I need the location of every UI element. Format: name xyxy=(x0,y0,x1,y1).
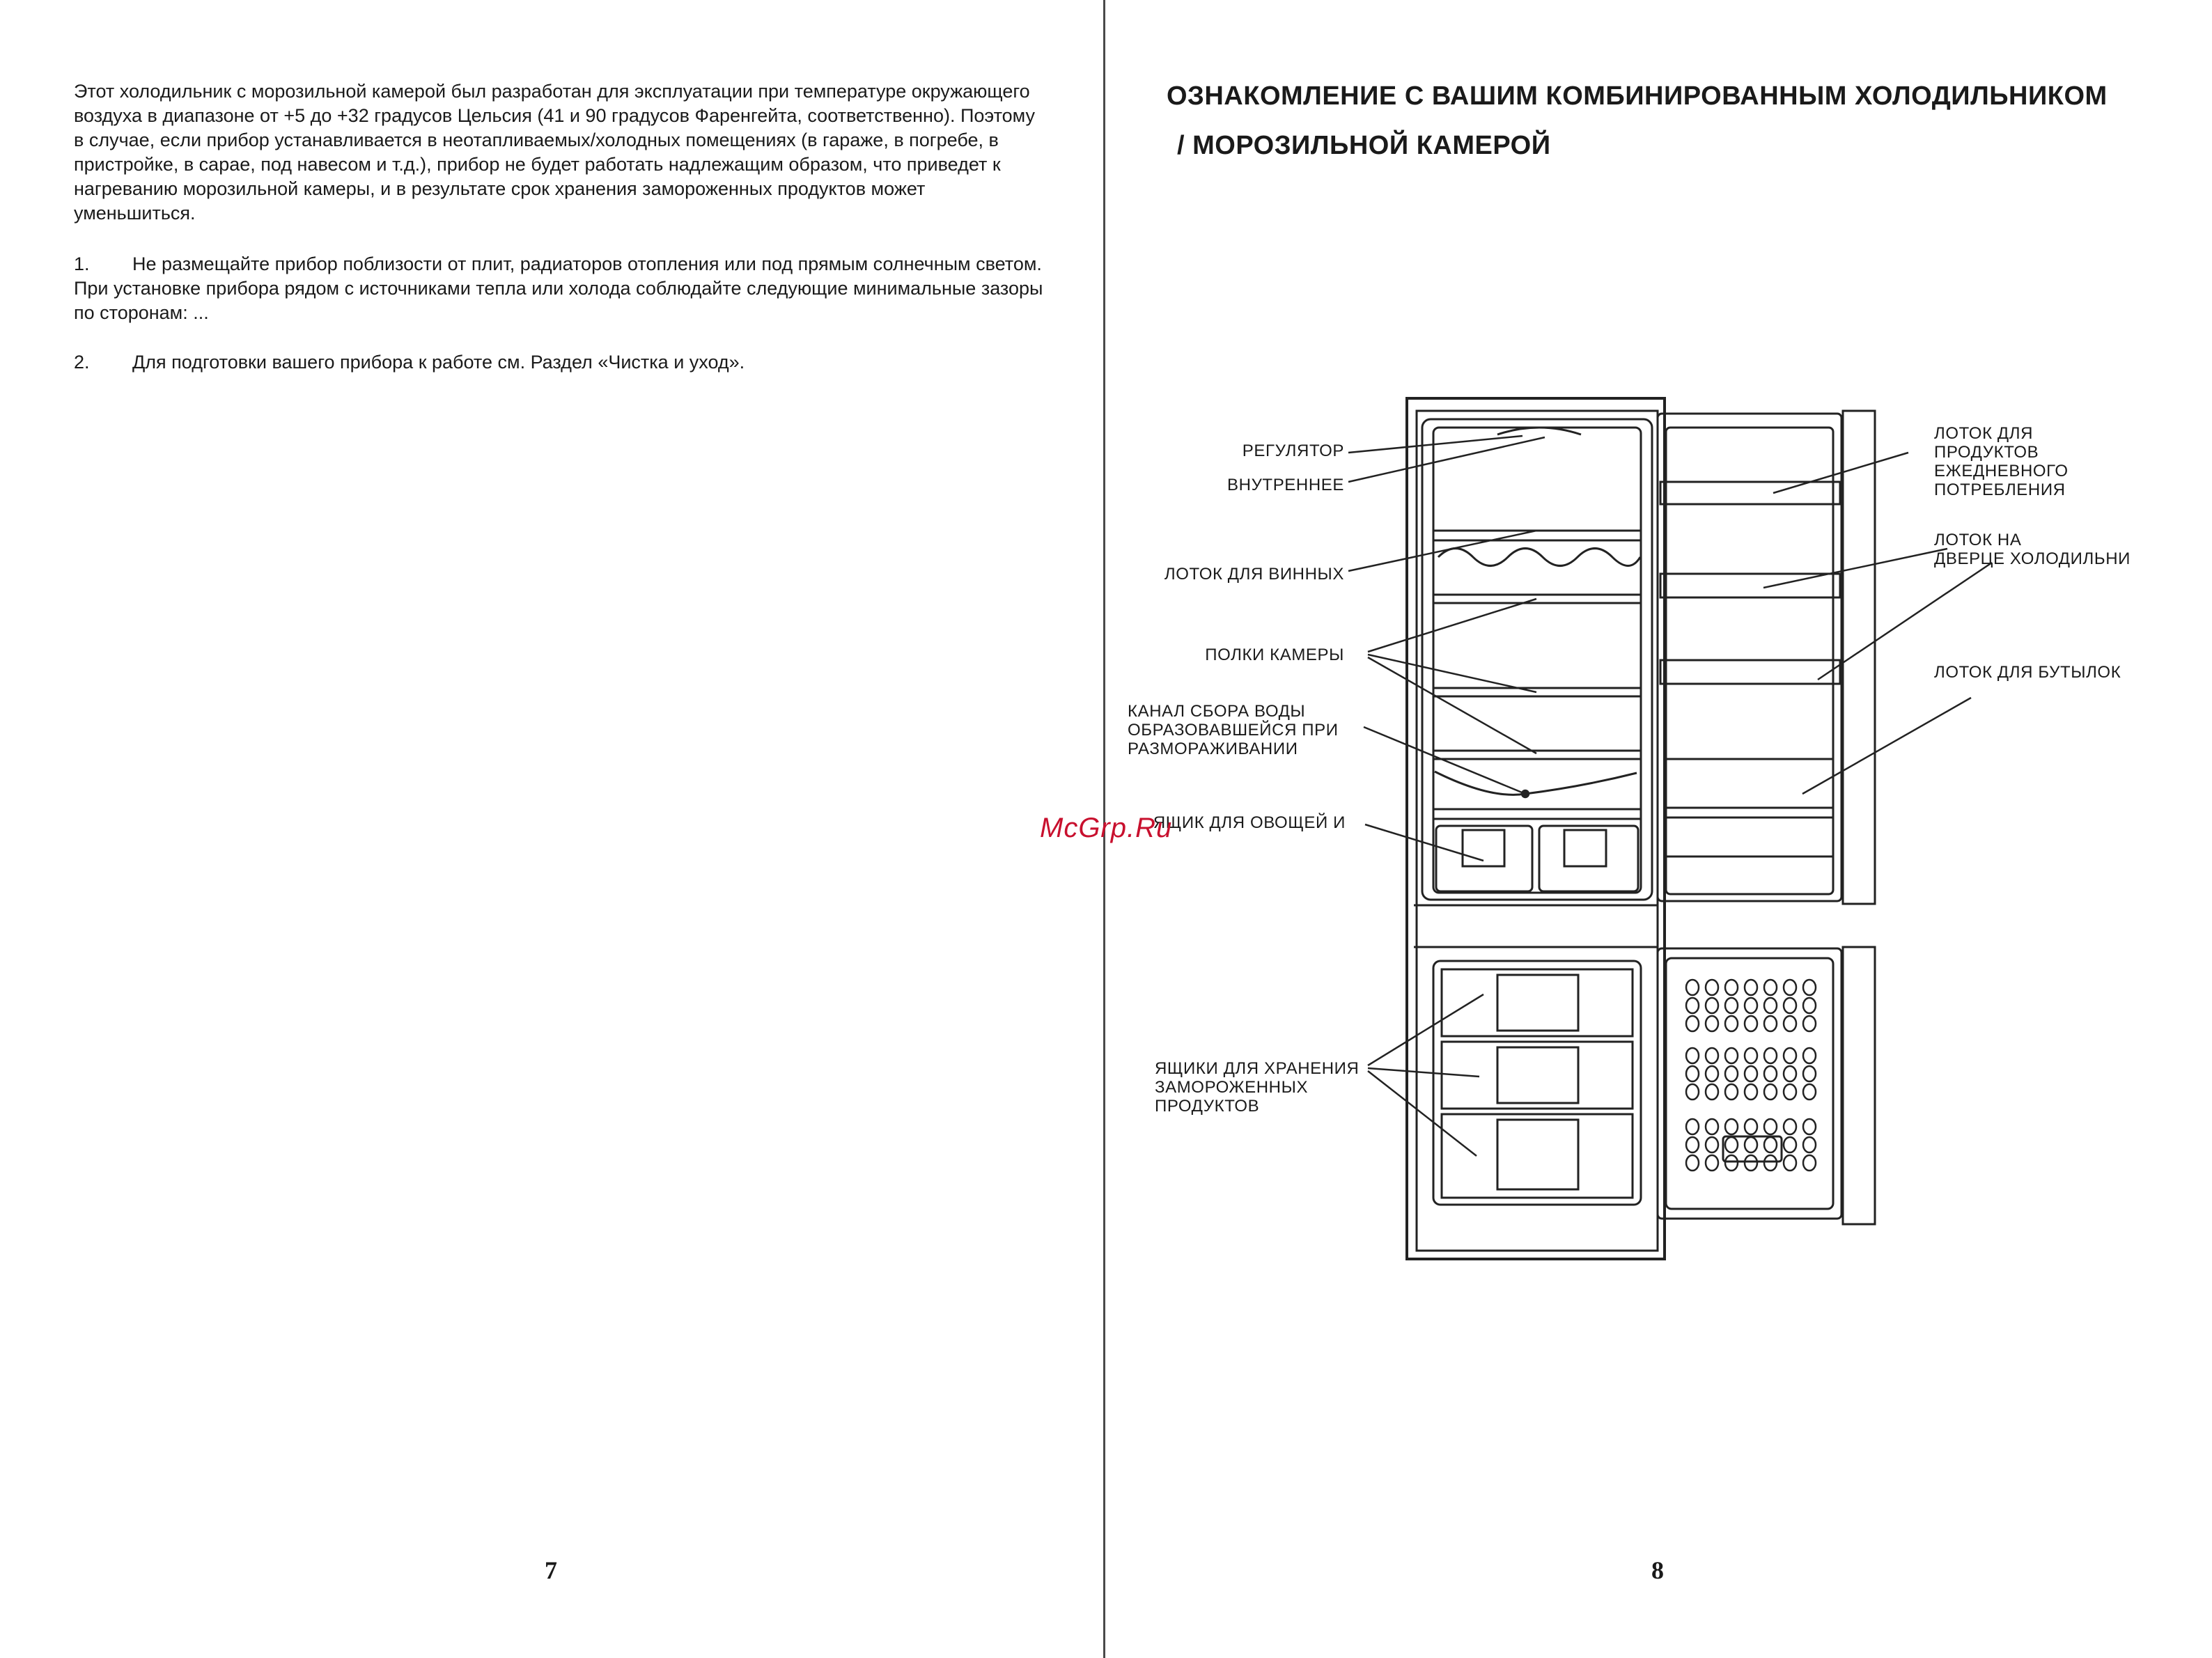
freezer-door-oval xyxy=(1784,1016,1796,1031)
freezer-door-oval xyxy=(1764,1066,1777,1081)
freezer-door-oval xyxy=(1745,1016,1757,1031)
freezer-door-oval xyxy=(1706,1048,1718,1063)
freezer-door-oval xyxy=(1784,1048,1796,1063)
label-wine-tray: ЛОТОК ДЛЯ ВИННЫХ xyxy=(1164,565,1344,584)
freezer-door-oval xyxy=(1706,998,1718,1013)
freezer-door-oval xyxy=(1725,1066,1738,1081)
freezer-door-oval xyxy=(1764,980,1777,995)
freezer-door-oval xyxy=(1745,1084,1757,1100)
freezer-door-oval xyxy=(1803,1048,1816,1063)
freezer-door-oval xyxy=(1803,1137,1816,1152)
label-door-tray: ЛОТОК НА ДВЕРЦЕ ХОЛОДИЛЬНИ xyxy=(1934,531,2131,568)
freezer-door-oval xyxy=(1803,980,1816,995)
freezer-door-oval xyxy=(1764,1016,1777,1031)
freezer-door-oval xyxy=(1706,1066,1718,1081)
freezer-door-oval xyxy=(1725,1048,1738,1063)
freezer-door-oval xyxy=(1745,1048,1757,1063)
label-shelves: ПОЛКИ КАМЕРЫ xyxy=(1205,646,1344,664)
freezer-door-oval xyxy=(1764,1084,1777,1100)
label-vegetable-box: ЯЩИК ДЛЯ ОВОЩЕЙ И xyxy=(1153,813,1346,832)
freezer-door-oval xyxy=(1706,980,1718,995)
freezer-door-oval xyxy=(1686,998,1699,1013)
freezer-door-oval xyxy=(1745,998,1757,1013)
fridge-door xyxy=(1658,411,1875,904)
freezer-door-oval xyxy=(1784,1119,1796,1134)
list-item-number: 1. xyxy=(74,253,90,274)
freezer-door-oval xyxy=(1725,1119,1738,1134)
callout-lines xyxy=(1348,436,1992,1156)
freezer-door-oval xyxy=(1725,1137,1738,1152)
freezer-door-oval xyxy=(1764,1137,1777,1152)
freezer-door-oval xyxy=(1686,1137,1699,1152)
list-item-number: 2. xyxy=(74,352,90,373)
list-item-text: Для подготовки вашего прибора к работе см. Раздел «Чистка и уход». xyxy=(132,352,745,373)
freezer-door-oval xyxy=(1706,1119,1718,1134)
freezer-compartment xyxy=(1433,961,1641,1205)
intro-paragraph: Этот холодильник с морозильной камерой был разработан для эксплуатации при температуре окружающего воздуха в диапазоне от +5 до +32 градусов Цельсия (41 и 90 градусов Фаренгейта, соответственно). Поэтому в случае, если прибор устанавливается в неотапливаемых/холодных помещениях (в гараже, в погребе, в пристройке, в сарае, под навесом и т.д.), прибор не будет работать надлежащим образом, что приведет к нагреванию морозильной камеры, и в результате срок хранения замороженных продуктов может уменьшиться. xyxy=(74,81,1036,224)
freezer-door-oval xyxy=(1706,1016,1718,1031)
freezer-door-oval xyxy=(1725,980,1738,995)
freezer-door-oval xyxy=(1784,1155,1796,1171)
freezer-door-oval xyxy=(1745,1119,1757,1134)
freezer-door-oval xyxy=(1803,1155,1816,1171)
freezer-door-oval xyxy=(1745,1155,1757,1171)
freezer-door-oval xyxy=(1803,1084,1816,1100)
freezer-door-oval xyxy=(1803,1016,1816,1031)
freezer-door-oval xyxy=(1706,1137,1718,1152)
freezer-door-oval xyxy=(1745,1066,1757,1081)
freezer-door-oval xyxy=(1725,998,1738,1013)
freezer-door-oval xyxy=(1764,1155,1777,1171)
fridge-cabinet xyxy=(1407,398,1665,1259)
freezer-door-oval xyxy=(1706,1084,1718,1100)
freezer-door-oval xyxy=(1686,1066,1699,1081)
freezer-door-oval xyxy=(1745,1137,1757,1152)
label-freezer-drawers: ЯЩИКИ ДЛЯ ХРАНЕНИЯ ЗАМОРОЖЕННЫХ ПРОДУКТОВ xyxy=(1155,1059,1360,1116)
freezer-door-oval xyxy=(1784,1084,1796,1100)
page-number-right: 8 xyxy=(1651,1556,1664,1584)
label-daily-tray: ЛОТОК ДЛЯ ПРОДУКТОВ ЕЖЕДНЕВНОГО ПОТРЕБЛЕНИЯ xyxy=(1934,424,2069,499)
freezer-door-oval xyxy=(1803,1066,1816,1081)
freezer-door-oval xyxy=(1784,1066,1796,1081)
freezer-door-oval xyxy=(1764,1048,1777,1063)
freezer-door-oval xyxy=(1686,1119,1699,1134)
freezer-door-oval xyxy=(1745,980,1757,995)
fridge-compartment xyxy=(1422,419,1652,900)
freezer-door-oval xyxy=(1784,998,1796,1013)
list-item-text: Не размещайте прибор поблизости от плит, радиаторов отопления или под прямым солнечным светом. При установке прибора рядом с источниками тепла или холода соблюдайте следующие минимальные зазоры по сторонам: ... xyxy=(74,253,1043,323)
freezer-door-oval xyxy=(1686,1084,1699,1100)
freezer-door-oval xyxy=(1686,1016,1699,1031)
label-bottle-tray: ЛОТОК ДЛЯ БУТЫЛОК xyxy=(1934,663,2121,682)
page-number-left: 7 xyxy=(545,1556,557,1584)
label-regulator: РЕГУЛЯТОР xyxy=(1242,441,1344,460)
freezer-door xyxy=(1658,947,1875,1224)
section-heading-line-1: ОЗНАКОМЛЕНИЕ С ВАШИМ КОМБИНИРОВАННЫМ ХОЛОДИЛЬНИКОМ xyxy=(1167,81,2108,111)
freezer-door-oval xyxy=(1764,1119,1777,1134)
freezer-door-oval xyxy=(1686,1155,1699,1171)
freezer-door-oval xyxy=(1803,1119,1816,1134)
section-heading-line-2: / МОРОЗИЛЬНОЙ КАМЕРОЙ xyxy=(1177,131,1551,160)
watermark-logo: McGrp.Ru xyxy=(1040,813,1173,843)
freezer-door-oval xyxy=(1686,980,1699,995)
freezer-door-oval xyxy=(1686,1048,1699,1063)
freezer-door-oval xyxy=(1725,1016,1738,1031)
label-drain-channel: КАНАЛ СБОРА ВОДЫ ОБРАЗОВАВШЕЙСЯ ПРИ РАЗМОРАЖИВАНИИ xyxy=(1128,702,1339,758)
freezer-door-oval xyxy=(1725,1084,1738,1100)
freezer-door-oval xyxy=(1784,1137,1796,1152)
freezer-door-oval xyxy=(1803,998,1816,1013)
label-inner: ВНУТРЕННЕЕ xyxy=(1227,476,1344,494)
freezer-door-oval xyxy=(1784,980,1796,995)
freezer-door-oval xyxy=(1725,1155,1738,1171)
freezer-door-oval xyxy=(1764,998,1777,1013)
freezer-door-oval xyxy=(1706,1155,1718,1171)
